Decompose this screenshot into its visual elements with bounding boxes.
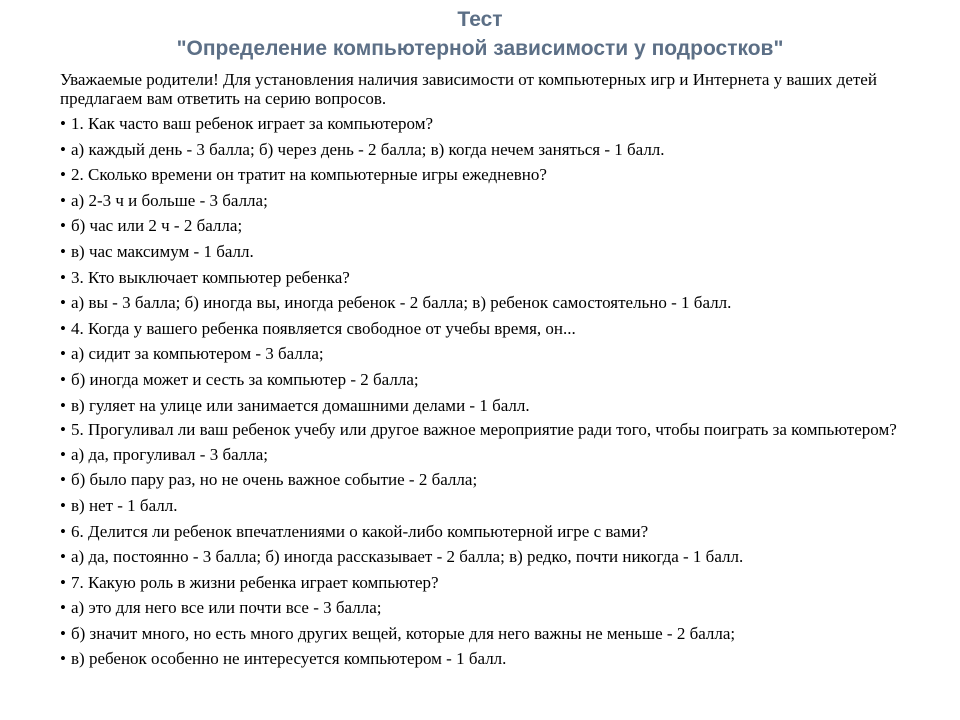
bullet-icon: • <box>60 598 66 618</box>
bullet-icon: • <box>60 444 66 464</box>
line-text: б) час или 2 ч - 2 балла; <box>71 216 243 236</box>
line-text: а) 2-3 ч и больше - 3 балла; <box>71 190 268 210</box>
bullet-icon: • <box>60 241 66 261</box>
line-text: а) сидит за компьютером - 3 балла; <box>71 344 324 364</box>
line-text: 3. Кто выключает компьютер ребенка? <box>71 267 350 287</box>
answer-2c <box>60 242 948 262</box>
bullet-icon: • <box>60 521 66 541</box>
bullet-icon: • <box>60 572 66 592</box>
line-text: 7. Какую роль в жизни ребенка играет компьютер? <box>71 572 439 592</box>
bullet-icon: • <box>60 165 66 185</box>
line-text: б) значит много, но есть много других вещей, которые для него важны не меньше - 2 балла; <box>71 623 736 643</box>
bullet-icon: • <box>60 623 66 643</box>
line-text: а) да, постоянно - 3 балла; б) иногда рассказывает - 2 балла; в) редко, почти никогда - 1 балл. <box>71 547 744 567</box>
bullet-icon: • <box>60 470 66 490</box>
bullet-icon: • <box>60 395 66 415</box>
answer-5a <box>60 445 948 465</box>
answer-2b <box>60 216 948 236</box>
questionnaire-text <box>60 70 948 675</box>
question-3 <box>60 268 948 288</box>
line-text: б) было пару раз, но не очень важное событие - 2 балла; <box>71 470 478 490</box>
answer-7b <box>60 624 948 644</box>
bullet-icon: • <box>60 318 66 338</box>
answer-4a <box>60 344 948 364</box>
title-block <box>0 6 960 62</box>
line-text: 2. Сколько времени он тратит на компьютерные игры ежедневно? <box>71 165 547 185</box>
question-1 <box>60 114 948 134</box>
line-text: б) иногда может и сесть за компьютер - 2 балла; <box>71 369 419 389</box>
answer-4b <box>60 370 948 390</box>
question-7 <box>60 573 948 593</box>
line-text: в) ребенок особенно не интересуется компьютером - 1 балл. <box>71 649 507 669</box>
line-text: в) гуляет на улице или занимается домашними делами - 1 балл. <box>71 395 530 415</box>
answer-5b <box>60 470 948 490</box>
line-text: 4. Когда у вашего ребенка появляется свободное от учебы время, он... <box>71 318 576 338</box>
answer-7c <box>60 649 948 669</box>
question-2 <box>60 165 948 185</box>
line-text: в) нет - 1 балл. <box>71 495 178 515</box>
bullet-icon: • <box>60 420 66 440</box>
question-5 <box>60 421 948 439</box>
bullet-icon: • <box>60 547 66 567</box>
answer-3-options <box>60 293 948 313</box>
line-text: а) вы - 3 балла; б) иногда вы, иногда ребенок - 2 балла; в) ребенок самостоятельно - 1 балл. <box>71 293 732 313</box>
line-text: 6. Делится ли ребенок впечатлениями о какой-либо компьютерной игре с вами? <box>71 521 649 541</box>
bullet-icon: • <box>60 344 66 364</box>
line-text: 1. Как часто ваш ребенок играет за компьютером? <box>71 114 434 133</box>
line-text: а) это для него все или почти все - 3 балла; <box>71 598 382 618</box>
line-text: а) да, прогуливал - 3 балла; <box>71 444 269 464</box>
intro-paragraph: Уважаемые родители! Для установления наличия зависимости от компьютерных игр и Интернета у ваших детей предлагаем вам ответить на серию вопросов. <box>60 70 877 108</box>
bullet-icon: • <box>60 114 66 133</box>
bullet-icon: • <box>60 293 66 313</box>
line-text: а) каждый день - 3 балла; б) через день - 2 балла; в) когда нечем заняться - 1 балл. <box>71 139 665 159</box>
question-6 <box>60 522 948 542</box>
bullet-icon: • <box>60 216 66 236</box>
title-test: Тест <box>457 8 503 31</box>
answer-6-options <box>60 547 948 567</box>
answer-7a <box>60 598 948 618</box>
title-subtitle: "Определение компьютерной зависимости у подростков" <box>176 37 784 60</box>
question-4 <box>60 319 948 339</box>
bullet-icon: • <box>60 139 66 159</box>
bullet-icon: • <box>60 369 66 389</box>
answer-1-options <box>60 140 948 160</box>
line-text: 5. Прогуливал ли ваш ребенок учебу или другое важное мероприятие ради того, чтобы поиграть за компьютером? <box>71 420 897 440</box>
bullet-icon: • <box>60 495 66 515</box>
answer-4c <box>60 396 948 416</box>
answer-5c <box>60 496 948 516</box>
answer-2a <box>60 191 948 211</box>
line-text: в) час максимум - 1 балл. <box>71 241 254 261</box>
bullet-icon: • <box>60 649 66 669</box>
bullet-icon: • <box>60 267 66 287</box>
bullet-icon: • <box>60 190 66 210</box>
